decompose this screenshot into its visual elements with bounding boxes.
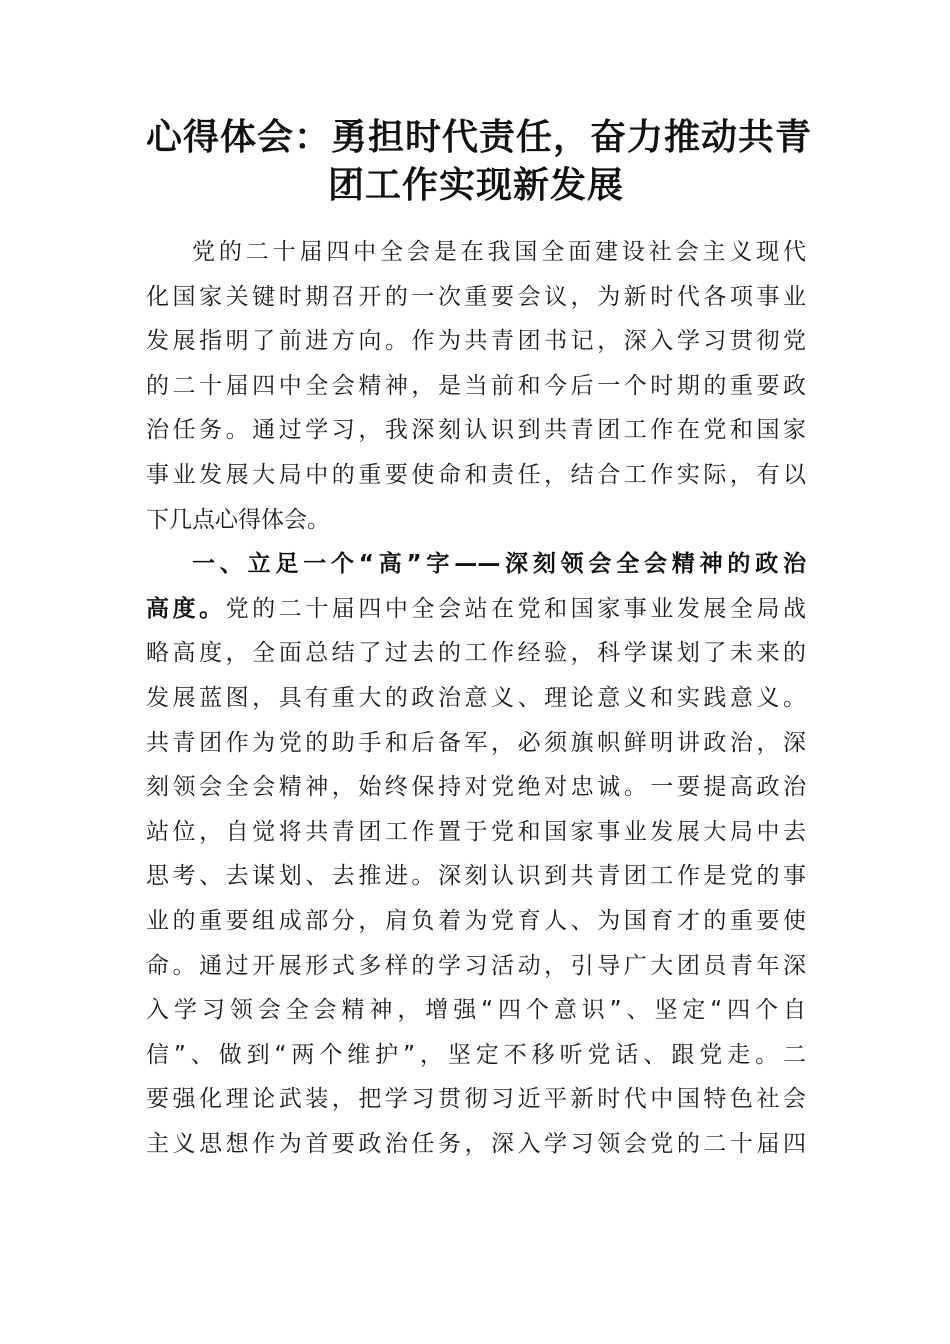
section-line: 要强化理论武装，把学习贯彻习近平新时代中国特色社会 (146, 1086, 806, 1113)
section-line: 刻领会全会精神，始终保持对党绝对忠诚。一要提高政治 (146, 774, 806, 801)
paragraph-line: 化国家关键时期召开的一次重要会议，为新时代各项事业 (146, 283, 806, 310)
section-line: 主义思想作为首要政治任务，深入学习领会党的二十届四 (146, 1130, 806, 1157)
section-heading-tail: 高度。 (146, 595, 226, 622)
section-line (146, 587, 806, 632)
paragraph-line: 的二十届四中全会精神，是当前和今后一个时期的重要政 (146, 372, 806, 399)
document-title (146, 113, 813, 209)
paragraph-line: 事业发展大局中的重要使命和责任，结合工作实际，有以 (146, 461, 806, 488)
section-line: 入学习领会全会精神，增强“四个意识”、坚定“四个自 (146, 997, 806, 1024)
title-line: 团工作实现新发展 (327, 164, 624, 206)
section-line: 共青团作为党的助手和后备军，必须旗帜鲜明讲政治，深 (146, 729, 806, 756)
section-line: 思考、去谋划、去推进。深刻认识到共青团工作是党的事 (146, 863, 806, 890)
section-heading-line: 一、立足一个“高”字——深刻领会全会精神的政治 (192, 551, 806, 578)
document-body (146, 230, 806, 1166)
section-line: 命。通过开展形式多样的学习活动，引导广大团员青年深 (146, 952, 806, 979)
section-line-text: 党的二十届四中全会站在党和国家事业发展全局战 (225, 595, 806, 622)
section-line: 发展蓝图，具有重大的政治意义、理论意义和实践意义。 (146, 684, 806, 711)
section-line: 业的重要组成部分，肩负着为党育人、为国育才的重要使 (146, 907, 806, 934)
paragraph-line: 党的二十届四中全会是在我国全面建设社会主义现代 (192, 239, 806, 265)
paragraph-line: 治任务。通过学习，我深刻认识到共青团工作在党和国家 (146, 417, 806, 444)
paragraph-line: 下几点心得体会。 (146, 506, 330, 533)
section-line: 信”、做到“两个维护”，坚定不移听党话、跟党走。二 (146, 1041, 806, 1068)
section-line: 略高度，全面总结了过去的工作经验，科学谋划了未来的 (146, 640, 806, 667)
paragraph-line: 发展指明了前进方向。作为共青团书记，深入学习贯彻党 (146, 328, 806, 355)
title-line: 心得体会：勇担时代责任，奋力推动共青 (146, 116, 813, 158)
section-line: 站位，自觉将共青团工作置于党和国家事业发展大局中去 (146, 818, 806, 845)
